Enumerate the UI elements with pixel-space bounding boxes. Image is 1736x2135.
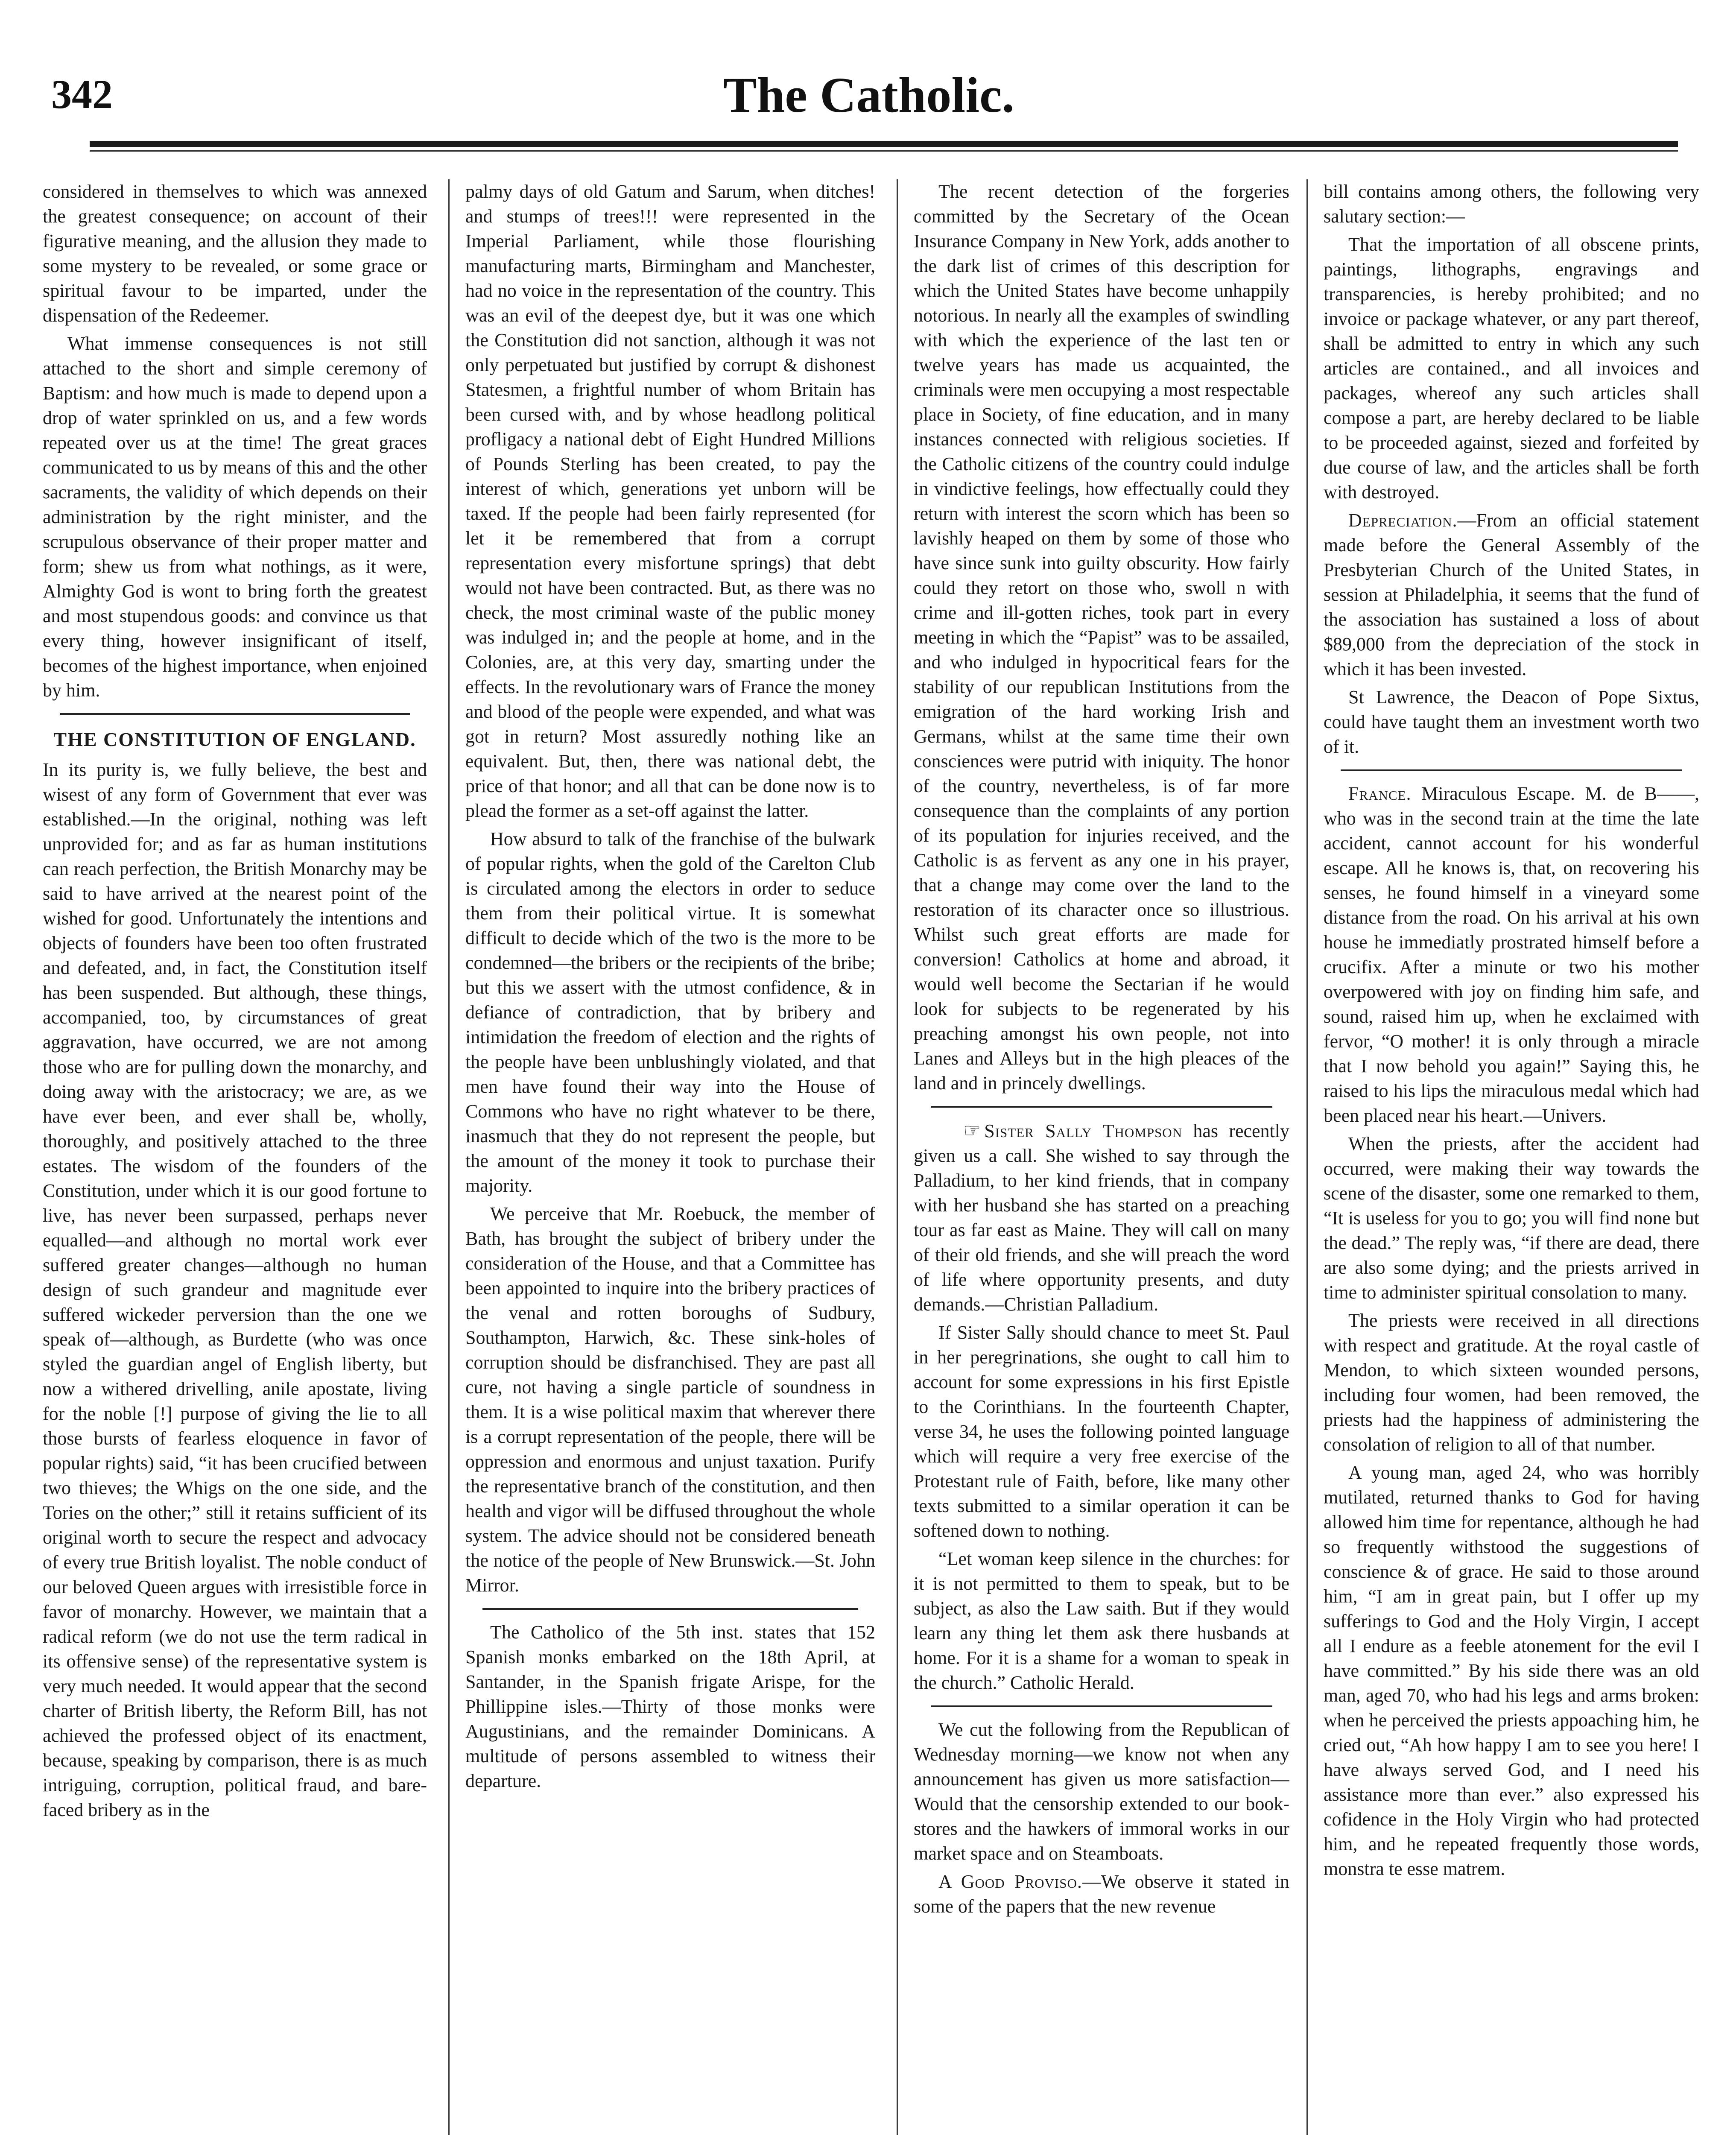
column-1	[43, 179, 427, 2135]
section-divider	[60, 713, 410, 715]
lead-title: A Good Proviso.	[938, 1871, 1082, 1892]
paragraph: How absurd to talk of the franchise of the bulwark of popular rights, when the gold of the Carelton Club is circulated among the electors in order to seduce them from their political virtue. It is somewhat difficult to decide which of the two is the more to be condemned—the bribers or the recipients of the bribe; but this we assert with the utmost confidence, & in defiance of contradiction, that by bribery and intimidation the freedom of election and the rights of the people have been unblushingly violated, and that men have found their way into the House of Commons who have no right whatever to be there, inasmuch that they do not represent the people, but the amount of the money it took to purchase their majority.	[465, 828, 875, 1196]
paragraph: The Catholico of the 5th inst. states that 152 Spanish monks embarked on the 18th April, at Santander, in the Spanish frigate Arispe, for the Phillippine isles.—Thirty of those monks were Augustinians, and the remainder Dominicans. A multitude of persons assembled to witness their departure.	[465, 1622, 875, 1791]
column-divider	[448, 179, 450, 2135]
paragraph: The priests were received in all directions with respect and gratitude. At the royal castle of Mendon, to which sixteen wounded persons, including four women, had been removed, the priests had the happiness of administering the consolation of religion to all of that number.	[1324, 1310, 1699, 1455]
header-rule	[90, 141, 1678, 147]
article-columns	[43, 179, 1699, 2135]
paragraph: The recent detection of the forgeries committed by the Secretary of the Ocean Insurance Company in New York, adds another to the dark list of crimes of this description for which the United States have become unhappily notorious. In nearly all the examples of swindling with which the experience of the last ten or twelve years has made us acquainted, the criminals were men occupying a most respectable place in Society, of fine education, and in many instances connected with religious societies. If the Catholic citizens of the country could indulge in vindictive feelings, how effectually could they return with interest the scorn which has been so lavishly heaped on them by some of those who have since sunk into guilty obscurity. How fairly could they retort on those who, swoll n with crime and ill-gotten riches, took part in every meeting in which the “Papist” was to be assailed, and who indulged in hypocritical fears for the stability of our republican Institutions from the emigration of the hard working Irish and Germans, whilst at the same time their own consciences were putrid with iniquity. The honor of the country, nevertheless, is of far more consequence than the complaints of any portion of its population for injuries received, and the Catholic is as fervent as any one in his prayer, that a change may come over the land to the restoration of its character once so illustrious. Whilst such great efforts are made for conversion! Catholics at home and abroad, it would well become the Sectarian if he would look for subjects to be regenerated by his preaching amongst his own people, not into Lanes and Alleys but in the high pleaces of the land and in princely dwellings.	[914, 181, 1289, 1094]
section-divider	[1341, 769, 1682, 771]
paragraph: We perceive that Mr. Roebuck, the member of Bath, has brought the subject of bribery under the consideration of the House, and that a Committee has been appointed to inquire into the bribery practices of the venal and rotten boroughs of Sudbury, Southampton, Harwich, &c. These sink-holes of corruption should be disfranchised. They are past all cure, not having a single particle of soundness in them. It is a wise political maxim that wherever there is a corrupt representation of the people, there will be oppression and enormous and unjust taxation. Purify the representative branch of the constitution, and then health and vigor will be diffused throughout the whole system. The advice should not be considered beneath the notice of the people of New Brunswick.—St. John Mirror.	[465, 1203, 875, 1596]
paragraph: If Sister Sally should chance to meet St. Paul in her peregrinations, she ought to call him to account for some expressions in his first Epistle to the Corinthians. In the fourteenth Chapter, verse 34, he uses the following pointed language which will require a very free exercise of the Protestant rule of Faith, before, like many other texts submitted to a similar operation it can be softened down to nothing.	[914, 1322, 1289, 1541]
column-3	[914, 179, 1289, 2135]
lead-name: Sister Sally Thompson	[984, 1120, 1183, 1141]
column-divider	[1306, 179, 1308, 2135]
page-header	[51, 66, 1686, 139]
column-2	[465, 179, 875, 2135]
column-divider	[897, 179, 898, 2135]
paragraph: What immense consequences is not still attached to the short and simple ceremony of Baptism: and how much is made to depend upon a drop of water sprinkled on us, and a few words repeated over us at the time! The great graces communicated to us by means of this and the other sacraments, the validity of which depends on their administration by the right minister, and the scrupulous observance of their proper matter and form; shew us from what nothings, as it were, Almighty God is wont to bring forth the greatest and most stupendous goods: and convince us that every thing, however insignificant of itself, becomes of the highest importance, when enjoined by him.	[43, 333, 427, 701]
page-title: The Catholic.	[723, 67, 1014, 123]
column-4	[1324, 179, 1699, 2135]
paragraph	[914, 1118, 1289, 1317]
lead-title: Depreciation.	[1348, 510, 1458, 531]
paragraph-body: —From an official statement made before the General Assembly of the Presbyterian Church of the United States, in session at Philadelphia, it seems that the fund of the association has sustained a loss of about $89,000 from the depreciation of the stock in which it has been invested.	[1324, 510, 1699, 679]
paragraph	[1324, 781, 1699, 1128]
section-heading: THE CONSTITUTION OF ENGLAND.	[53, 728, 416, 750]
paragraph: palmy days of old Gatum and Sarum, when ditches! and stumps of trees!!! were represented in the Imperial Parliament, while those flourishing manufacturing marts, Birmingham and Manchester, had no voice in the representation of the country. This was an evil of the deepest dye, but it was one which the Constitution did not sanction, although it was not only perpetuated but justified by corrupt & dishonest Statesmen, a frightful number of whom Britain has been cursed with, and by whose headlong political profligacy a national debt of Eight Hundred Millions of Pounds Sterling has been created, to pay the interest of which, generations yet unborn will be taxed. If the people had been fairly represented (for let it be remembered that from a corrupt representation every misfortune springs) that debt would not have been contracted. But, as there was no check, the most criminal waste of the public money was indulged in; and the people at home, and in the Colonies, are, at this very day, smarting under the effects. In the revolutionary wars of France the money and blood of the people were expended, and what was got in return? Most assuredly nothing like an equivalent. But, then, there was national debt, the price of that honor; and all that can be done now is to plead the former as a set-off against the latter.	[465, 181, 875, 821]
section-divider	[482, 1608, 858, 1610]
quotation: “Let woman keep silence in the churches: for it is not permitted to them to speak, but to be subject, as also the Law saith. But if they would learn any thing let them ask there husbands at home. For it is a shame for a woman to speak in the church.” Catholic Herald.	[914, 1548, 1289, 1693]
header-rule-thin	[90, 150, 1678, 152]
lead-title: France.	[1348, 783, 1412, 804]
section-divider	[931, 1106, 1272, 1108]
paragraph	[1324, 508, 1699, 681]
page-number: 342	[51, 71, 113, 117]
paragraph: That the importation of all obscene prints, paintings, lithographs, engravings and transparencies, is hereby prohibited; and no invoice or package whatever, or any part thereof, shall be admitted to entry in which any such articles are contained., and all invoices and packages, whereof any such articles shall compose a part, are hereby declared to be liable to be proceeded against, siezed and forfeited by due course of law, and the articles shall be forth with destroyed.	[1324, 234, 1699, 503]
paragraph: bill contains among others, the following very salutary section:—	[1324, 181, 1699, 227]
paragraph	[914, 1869, 1289, 1919]
paragraph: When the priests, after the accident had occurred, were making their way towards the scene of the disaster, some one remarked to them, “It is useless for you to go; you will find none but the dead.” The reply was, “if there are dead, there are also some dying; and the priests arrived in time to administer spiritual consolation to many.	[1324, 1133, 1699, 1303]
pointing-hand-icon: ☞	[963, 1119, 981, 1142]
paragraph-body: has recently given us a call. She wished to say through the Palladium, to her kind friends, that in company with her husband she has started on a preaching tour as far east as Maine. They will call on many of their old friends, and she will preach the word of life where opportunity presents, and duty demands.—Christian Palladium.	[914, 1120, 1289, 1315]
paragraph: A young man, aged 24, who was horribly mutilated, returned thanks to God for having allowed him time for repentance, although he had so frequently withstood the suggestions of conscience & of grace. He said to those around him, “I am in great pain, but I offer up my sufferings to God and the Holy Virgin, I accept all I endure as a feeble atonement for the evil I have committed.” By his side there was an old man, aged 70, who had his legs and arms broken: when he perceived the priests appoaching him, he cried out, “Ah how happy I am to see you here! I have always served God, and I need his assistance more than ever.” also expressed his cofidence in the Holy Virgin who had protected him, and he repeated frequently those words, monstra te esse matrem.	[1324, 1462, 1699, 1879]
paragraph: St Lawrence, the Deacon of Pope Sixtus, could have taught them an investment worth two of it.	[1324, 687, 1699, 757]
paragraph: considered in themselves to which was annexed the greatest consequence; on account of their figurative meaning, and the allusion they made to some mystery to be revealed, or some grace or spiritual favour to be imparted, under the dispensation of the Redeemer.	[43, 181, 427, 326]
paragraph: We cut the following from the Republican of Wednesday morning—we know not when any announcement has given us more satisfaction—Would that the censorship extended to our book-stores and the hawkers of immoral works in our market space and on Steamboats.	[914, 1719, 1289, 1864]
section-divider	[931, 1705, 1272, 1707]
paragraph-body: Miraculous Escape. M. de B——, who was in the second train at the time the late accident, cannot account for his wonderful escape. All he knows is, that, on recovering his senses, he found himself in a vineyard some distance from the road. On his arrival at his own house he immediatly prostrated himself before a crucifix. After a minute or two his mother overpowered with joy on finding him safe, and sound, raised him up, when he exclaimed with fervor, “O mother! it is only through a miracle that I now behold you again!” Saying this, he raised to his lips the miraculous medal which had been placed near his heart.—Univers.	[1324, 783, 1699, 1126]
paragraph: In its purity is, we fully believe, the best and wisest of any form of Government that ever was established.—In the original, nothing was left unprovided for; and as far as human institutions can reach perfection, the British Monarchy may be said to have arrived at the nearest point of the wished for good. Unfortunately the intentions and objects of founders have been too often frustrated and defeated, and, in fact, the Constitution itself has been suspended. But although, these things, accompanied, too, by circumstances of great aggravation, have occurred, we are not among those who are for pulling down the monarchy, and doing away with the aristocracy; we are, as we have ever been, and ever shall be, wholly, thoroughly, and positively attached to the three estates. The wisdom of the founders of the Constitution, under which it is our good fortune to live, has never been surpassed, perhaps never equalled—and although no mortal work ever suffered greater changes—although no human design of such grandeur and magnitude ever suffered wickeder perversion than the one we speak of—although, as Burdette (who was once styled the guardian angel of English liberty, but now a withered drivelling, anile apostate, living for the noble [!] purpose of giving the lie to all those bursts of fearless eloquence in favor of popular rights) said, “it has been crucified between two thieves; the Whigs on the one side, and the Tories on the other;” still it retains sufficient of its original worth to secure the respect and advocacy of every true British loyalist. The noble conduct of our beloved Queen argues with irresistible force in favor of monarchy. However, we maintain that a radical reform (we do not use the term radical in its offensive sense) of the representative system is very much needed. It would appear that the second charter of British liberty, the Reform Bill, has not achieved the professed object of its enactment, because, speaking by comparison, there is as much intriguing, corruption, political fraud, and bare-faced bribery as in the	[43, 759, 427, 1820]
paragraph-body: —We observe it stated in some of the papers that the new revenue	[914, 1871, 1289, 1917]
